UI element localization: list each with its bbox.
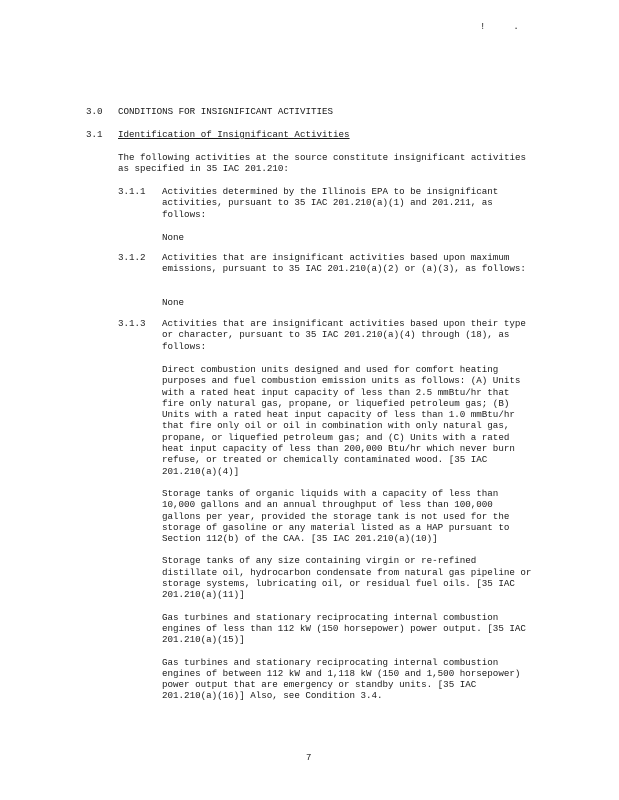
item-text: Activities that are insignificant activities based upon their type or character, pursuant to 35 IAC 201.210(a)(4) through (18), as follows:	[162, 318, 526, 352]
activity-paragraph: Direct combustion units designed and used for comfort heating purposes and fuel combustion emission units as follows: (A) Units with a rated heat input capacity of less than 2.5 mmBtu/hr that fire only natural gas, propane, or liquefied petroleum gas; (B) Units with a rated heat input capacity of less than 1.0 mmBtu/hr that fire only oil or oil in combination with only natural gas, propane, or liquefied petroleum gas; and (C) Units with a rated heat input capacity of less than 200,000 Btu/hr which never burn refuse, or treated or chemically contaminated wood. [35 IAC 201.210(a)(4)]	[162, 364, 521, 477]
subsection-title: Identification of Insignificant Activities	[118, 129, 350, 140]
subsection-number: 3.1	[86, 129, 103, 140]
activity-paragraph: Gas turbines and stationary reciprocating internal combustion engines of between 112 kW and 1,118 kW (150 and 1,500 horsepower) power output that are emergency or standby units. [35 IAC 201.210(a)(16)] Also, see Condition 3.4.	[162, 656, 521, 702]
corner-mark: .	[513, 22, 547, 32]
section-number: 3.0	[86, 106, 103, 117]
subsection-intro	[118, 152, 528, 175]
item-value: None	[162, 232, 185, 243]
intro-text: The following activities at the source constitute insignificant activities as specified in 35 IAC 201.210:	[118, 152, 526, 175]
corner-mark: !	[480, 22, 514, 32]
item-number: 3.1.2	[118, 252, 146, 263]
item-number: 3.1.3	[118, 318, 146, 329]
activities-list	[162, 364, 534, 713]
item-value: None	[162, 297, 185, 308]
item-3-1-1-value	[162, 232, 184, 243]
item-3-1-2-value	[162, 297, 184, 308]
item-number: 3.1.1	[118, 186, 146, 197]
activity-paragraph: Gas turbines and stationary reciprocating internal combustion engines of less than 112 kW (150 horsepower) power output. [35 IAC 201.210(a)(15)]	[162, 611, 526, 646]
corner-marks	[480, 22, 547, 33]
page-number: 7	[306, 753, 312, 763]
activity-paragraph: Storage tanks of organic liquids with a capacity of less than 10,000 gallons and an annual throughput of less than 100,000 gallons per year, provided the storage tank is not used for the storage of gasoline or any material listed as a HAP pursuant to Section 112(b) of the CAA. [35 IAC 201.210(a)(10)]	[162, 487, 510, 545]
section-title: CONDITIONS FOR INSIGNIFICANT ACTIVITIES	[118, 106, 334, 117]
activity-paragraph: Storage tanks of any size containing virgin or re-refined distillate oil, hydrocarbon condensate from natural gas pipeline or storage systems, lubricating oil, or residual fuel oils. [35 IAC 201.210(a)(11)]	[162, 555, 532, 601]
item-text: Activities determined by the Illinois EPA to be insignificant activities, pursuant to 35 IAC 201.210(a)(1) and 201.211, as follows:	[162, 186, 499, 220]
item-text: Activities that are insignificant activities based upon maximum emissions, pursuant to 35 IAC 201.210(a)(2) or (a)(3), as follows:	[162, 252, 526, 275]
